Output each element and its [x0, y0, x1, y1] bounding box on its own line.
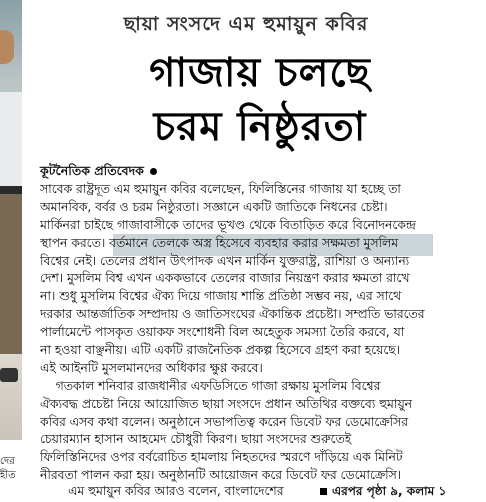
byline [40, 163, 157, 183]
article-last-line: এম হুমায়ুন কবির আরও বলেন, বাংলাদেশের [68, 484, 284, 498]
headline-line-2: চরম নিষ্ঠুরতা [153, 104, 367, 150]
photo-caption-line-2: হীত [0, 470, 16, 481]
photo-belt [0, 186, 22, 194]
body-line: কবির এসব কথা বলেন। অনুষ্ঠানে সভাপতিত্ব করেন ডিবেট ফর ডেমোক্রেসির [40, 414, 409, 429]
body-line: এই আইনটি মুসলমানদের অধিকার ক্ষুণ্ণ করবে। [40, 360, 263, 375]
photo-caption-line-1: দের [0, 456, 15, 467]
body-line: দরকার আন্তর্জাতিক সম্প্রদায় ও জাতিসংঘের ঐকান্তিক প্রচেষ্টা। সম্প্রতি ভারতের [40, 307, 425, 322]
body-line: স্থাপন করতে। বর্তমানে তেলকে অস্ত্র হিসেবে ব্যবহার করার সক্ষমতা মুসলিম [40, 235, 399, 250]
body-line: না। শুধু মুসলিম বিশ্বের ঐক্য দিয়ে গাজায় শান্তি প্রতিষ্ঠা সম্ভব নয়, এর সাথে [40, 289, 402, 304]
speaker-photo [0, 0, 22, 440]
photo-shoe [0, 368, 18, 382]
bullet-icon [150, 168, 157, 175]
kicker: ছায়া সংসদে এম হুমায়ুন কবির [123, 13, 369, 35]
byline-text: কূটনৈতিক প্রতিবেদক [40, 163, 144, 178]
article-body [40, 181, 476, 485]
body-line: পার্লামেন্টে পাসকৃত ওয়াকফ সংশোধনী বিল অহেতুক সমস্যা তৈরি করবে, যা [40, 325, 405, 340]
photo-head [0, 30, 14, 64]
body-line: সাবেক রাষ্ট্রদূত এম হুমায়ুন কবির বলেছেন, ফিলিস্তিনের গাজায় যা হচ্ছে তা [40, 182, 401, 196]
square-bullet-icon [320, 488, 327, 495]
body-line: মার্কিনরা চাইছে গাজাবাসীকে তাদের ভূখণ্ড থেকে বিতাড়িত করে বিনোদনকেন্দ্র [40, 217, 416, 232]
body-line: গতকাল শনিবার রাজধানীর এফডিসিতে গাজা রক্ষায় মুসলিম বিশ্বের [40, 378, 381, 393]
continued-on [320, 483, 446, 500]
continued-text: এরপর পৃষ্ঠা ৯, কলাম ১ [332, 484, 447, 498]
body-line: চেয়ারম্যান হাসান আহমেদ চৌধুরী কিরণ। ছায়া সংসদের শুরুতেই [40, 432, 352, 447]
body-line: দেশ। মুসলিম বিশ্ব এখন এককভাবে তেলের বাজার নিয়ন্ত্রণ করার ক্ষমতা রাখে [40, 271, 410, 286]
body-line: বিশ্বের নেই। তেলের প্রধান উৎপাদক এখন মার্কিন যুক্তরাষ্ট্র, রাশিয়া ও অন্যান্য [40, 253, 410, 268]
body-line: অমানবিক, বর্বর ও চরম নিষ্ঠুরতা। সজ্ঞানে একটি জাতিকে নিধনের চেষ্টা। [40, 199, 388, 214]
body-line: নীরবতা পালন করা হয়। অনুষ্ঠানটি আয়োজন করে ডিবেট ফর ডেমোক্রেসি। [40, 468, 402, 483]
body-line: ঐক্যবদ্ধ প্রচেষ্টা নিয়ে আয়োজিত ছায়া সংসদে প্রধান অতিথির বক্তব্যে হুমায়ুন [40, 396, 413, 411]
jump-line [0, 483, 486, 502]
headline-line-1: গাজায় চলছে [149, 50, 371, 96]
body-line: না হওয়া বাঞ্ছনীয়। এটি একটি রাজনৈতিক প্রকল্প হিসেবে গ্রহণ করা হয়েছে। [40, 343, 401, 358]
photo-trousers [0, 194, 22, 354]
body-line: ফিলিস্তিনিদের ওপর বর্বরোচিত হামলায় নিহতদের স্মরণে দাঁড়িয়ে এক মিনিট [40, 450, 403, 465]
